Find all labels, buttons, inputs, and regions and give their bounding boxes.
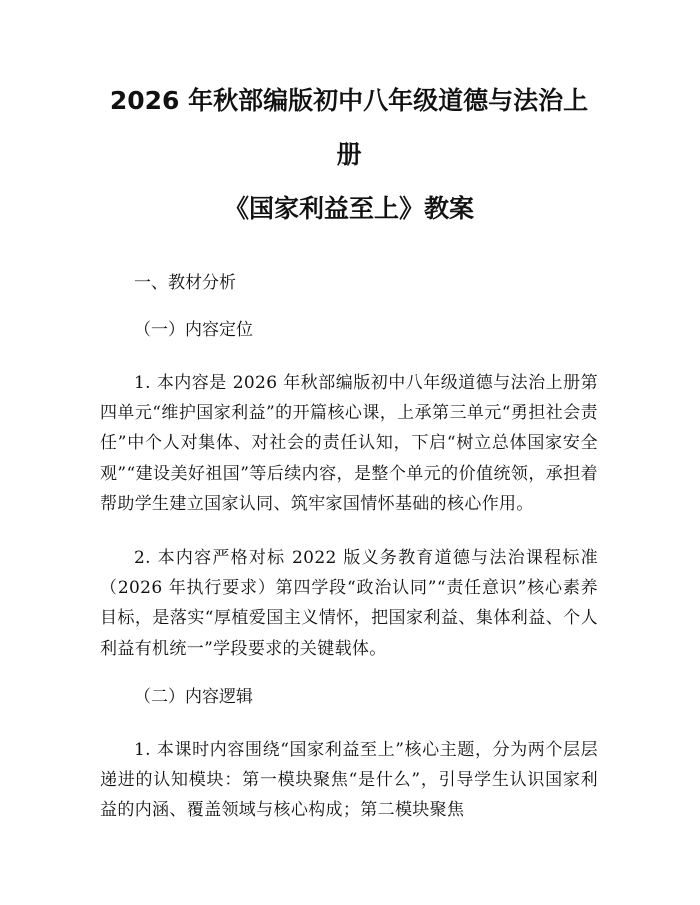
paragraph-content-logic-1: 1. 本课时内容围绕“国家利益至上”核心主题，分为两个层层递进的认知模块：第一模块聚焦“是什么”，引导学生认识国家利益的内涵、覆盖领域与核心构成；第二模块聚焦: [100, 739, 598, 821]
document-title-line-2: 《国家利益至上》教案: [223, 194, 474, 223]
paragraph-content-positioning-1: 1. 本内容是 2026 年秋部编版初中八年级道德与法治上册第四单元“维护国家利益”的开篇核心课，上承第三单元“勇担社会责任”中个人对集体、对社会的责任认知，下启“树立总体国家安全观”“建设美好祖国”等后续内容，是整个单元的价值统领，承担着帮助学生建立国家认同、筑牢家国情怀基础的核心作用。: [100, 373, 598, 514]
subsection-heading-content-positioning: （一）内容定位: [134, 320, 253, 340]
paragraph-content-positioning-2: 2. 本内容严格对标 2022 版义务教育道德与法治课程标准（2026 年执行要求）第四学段“政治认同”“责任意识”核心素养目标，是落实“厚植爱国主义情怀，把国家利益、集体利益、个人利益有机统一”学段要求的关键载体。: [100, 548, 598, 659]
document-title-line-1: 2026 年秋部编版初中八年级道德与法治上册: [109, 86, 589, 169]
subsection-heading-content-logic: （二）内容逻辑: [134, 686, 253, 707]
section-heading-textbook-analysis: 一、教材分析: [134, 273, 236, 293]
